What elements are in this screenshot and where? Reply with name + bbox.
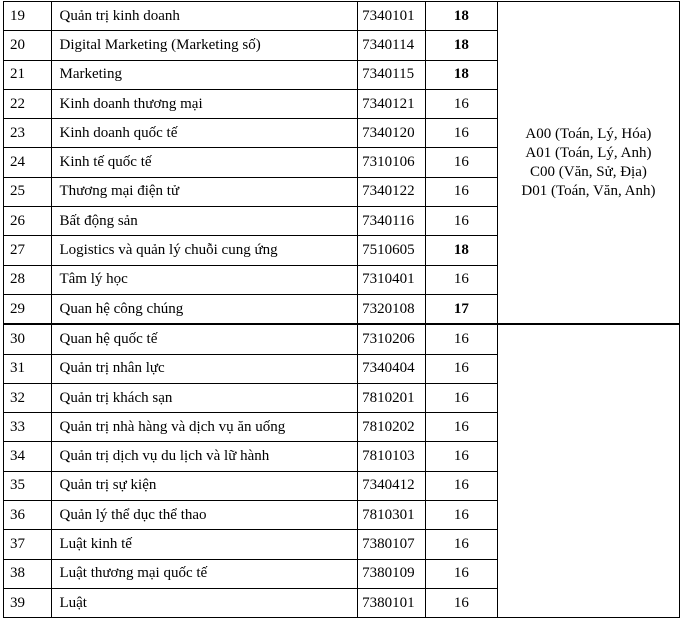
benchmark-score: 16 [425, 265, 497, 294]
major-name: Quản lý thể dục thể thao [52, 501, 358, 530]
major-code: 7380109 [358, 559, 426, 588]
table-row [4, 324, 680, 354]
row-number: 38 [4, 559, 52, 588]
row-number: 22 [4, 89, 52, 118]
row-number: 35 [4, 471, 52, 500]
major-name: Quản trị nhà hàng và dịch vụ ăn uống [52, 413, 358, 442]
benchmark-score: 16 [425, 119, 497, 148]
major-code: 7380101 [358, 588, 426, 617]
benchmark-score: 16 [425, 89, 497, 118]
benchmark-score: 18 [425, 60, 497, 89]
major-name: Tâm lý học [52, 265, 358, 294]
major-name: Quản trị dịch vụ du lịch và lữ hành [52, 442, 358, 471]
major-code: 7340121 [358, 89, 426, 118]
benchmark-score: 16 [425, 383, 497, 412]
major-code: 7810202 [358, 413, 426, 442]
major-name: Kinh doanh quốc tế [52, 119, 358, 148]
subject-combinations [497, 2, 679, 325]
subject-combination: A00 (Toán, Lý, Hóa) [525, 125, 652, 142]
major-code: 7340404 [358, 354, 426, 383]
row-number: 29 [4, 294, 52, 324]
benchmark-score: 17 [425, 294, 497, 324]
major-name: Kinh doanh thương mại [52, 89, 358, 118]
major-name: Luật thương mại quốc tế [52, 559, 358, 588]
major-name: Marketing [52, 60, 358, 89]
major-name: Quản trị sự kiện [52, 471, 358, 500]
major-code: 7810201 [358, 383, 426, 412]
subject-combinations [497, 324, 679, 617]
benchmark-score: 16 [425, 530, 497, 559]
benchmark-score: 16 [425, 501, 497, 530]
major-code: 7310206 [358, 324, 426, 354]
major-code: 7340120 [358, 119, 426, 148]
admission-scores-table [3, 1, 680, 618]
row-number: 33 [4, 413, 52, 442]
row-number: 20 [4, 31, 52, 60]
major-code: 7310401 [358, 265, 426, 294]
row-number: 19 [4, 2, 52, 31]
major-name: Luật [52, 588, 358, 617]
major-name: Digital Marketing (Marketing số) [52, 31, 358, 60]
row-number: 32 [4, 383, 52, 412]
major-code: 7510605 [358, 236, 426, 265]
benchmark-score: 18 [425, 31, 497, 60]
benchmark-score: 16 [425, 148, 497, 177]
benchmark-score: 16 [425, 413, 497, 442]
row-number: 28 [4, 265, 52, 294]
benchmark-score: 16 [425, 442, 497, 471]
subject-combination: C00 (Văn, Sử, Địa) [529, 163, 647, 180]
row-number: 23 [4, 119, 52, 148]
major-name: Quản trị nhân lực [52, 354, 358, 383]
row-number: 37 [4, 530, 52, 559]
benchmark-score: 16 [425, 324, 497, 354]
major-name: Logistics và quản lý chuỗi cung ứng [52, 236, 358, 265]
benchmark-score: 16 [425, 588, 497, 617]
row-number: 26 [4, 207, 52, 236]
major-name: Kinh tế quốc tế [52, 148, 358, 177]
major-code: 7810103 [358, 442, 426, 471]
table-row [4, 2, 680, 31]
major-code: 7340101 [358, 2, 426, 31]
major-name: Thương mại điện tử [52, 177, 358, 206]
row-number: 30 [4, 324, 52, 354]
row-number: 34 [4, 442, 52, 471]
benchmark-score: 16 [425, 177, 497, 206]
row-number: 27 [4, 236, 52, 265]
table-body [4, 2, 680, 618]
major-code: 7340114 [358, 31, 426, 60]
row-number: 36 [4, 501, 52, 530]
major-name: Quan hệ quốc tế [52, 324, 358, 354]
major-code: 7810301 [358, 501, 426, 530]
benchmark-score: 16 [425, 559, 497, 588]
major-code: 7340412 [358, 471, 426, 500]
row-number: 31 [4, 354, 52, 383]
subject-combination: A01 (Toán, Lý, Anh) [525, 144, 652, 161]
major-code: 7320108 [358, 294, 426, 324]
row-number: 21 [4, 60, 52, 89]
row-number: 25 [4, 177, 52, 206]
benchmark-score: 16 [425, 354, 497, 383]
row-number: 24 [4, 148, 52, 177]
major-name: Luật kinh tế [52, 530, 358, 559]
major-name: Quản trị kinh doanh [52, 2, 358, 31]
major-name: Quản trị khách sạn [52, 383, 358, 412]
major-name: Quan hệ công chúng [52, 294, 358, 324]
major-code: 7310106 [358, 148, 426, 177]
major-code: 7340115 [358, 60, 426, 89]
subject-combination: D01 (Toán, Văn, Anh) [521, 182, 656, 199]
major-name: Bất động sản [52, 207, 358, 236]
benchmark-score: 18 [425, 236, 497, 265]
benchmark-score: 16 [425, 207, 497, 236]
major-code: 7340122 [358, 177, 426, 206]
major-code: 7380107 [358, 530, 426, 559]
benchmark-score: 18 [425, 2, 497, 31]
row-number: 39 [4, 588, 52, 617]
benchmark-score: 16 [425, 471, 497, 500]
major-code: 7340116 [358, 207, 426, 236]
